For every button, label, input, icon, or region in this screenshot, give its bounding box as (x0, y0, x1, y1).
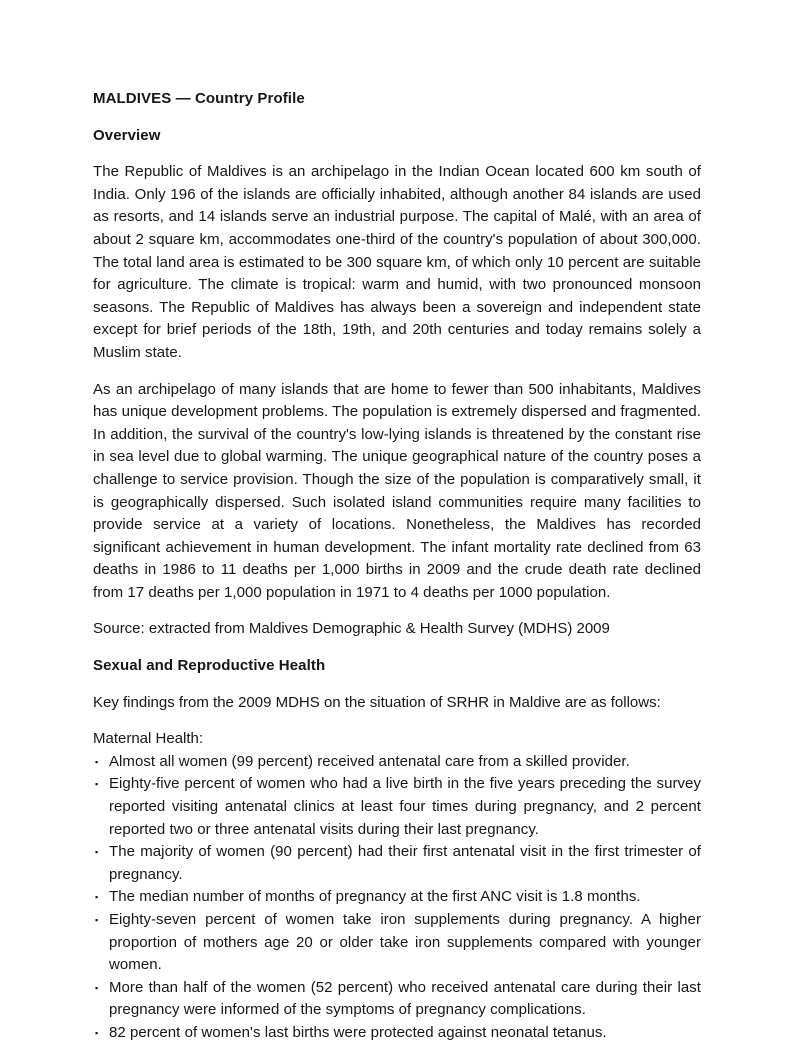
bullet-marker-icon: ▪ (95, 756, 99, 767)
bullet-text: Eighty-seven percent of women take iron supplements during pregnancy. A higher proportion of mothers age 20 or older take iron supplements compared with younger women. (109, 911, 701, 974)
bullet-marker-icon: ▪ (95, 847, 99, 858)
list-item (93, 977, 701, 1022)
list-item (93, 773, 701, 841)
source-note: Source: extracted from Maldives Demographic & Health Survey (MDHS) 2009 (93, 620, 610, 638)
list-item (93, 841, 701, 886)
bullet-text: More than half of the women (52 percent) who received antenatal care during their last pregnancy were informed of the symptoms of pregnancy complications. (109, 978, 701, 1019)
page-title: MALDIVES — Country Profile (93, 90, 305, 107)
bullet-marker-icon: ▪ (95, 982, 99, 993)
list-item (93, 751, 701, 774)
bullet-text: 82 percent of women's last births were protected against neonatal tetanus. (109, 1023, 607, 1041)
key-findings-intro: Key findings from the 2009 MDHS on the situation of SRHR in Maldive are as follows: (93, 693, 661, 711)
bullet-text: The median number of months of pregnancy at the first ANC visit is 1.8 months. (109, 888, 641, 906)
bullet-text: Almost all women (99 percent) received antenatal care from a skilled provider. (109, 752, 630, 770)
maternal-health-label: Maternal Health: (93, 730, 204, 748)
list-item (93, 909, 701, 977)
bullet-marker-icon: ▪ (95, 915, 99, 925)
bullet-text: Eighty-five percent of women who had a live birth in the five years preceding the survey reported visiting antenatal clinics at least four times during pregnancy, and 2 percent reported two or three antenatal visits during their last pregnancy. (109, 775, 701, 838)
overview-heading: Overview (93, 126, 161, 144)
overview-paragraph-2: As an archipelago of many islands that are home to fewer than 500 inhabitants, Maldives has unique development problems. The population is extremely dispersed and fragmented. In addition, the survival of the country's low-lying islands is threatened by the constant rise in sea level due to global warming. The unique geographical nature of the country poses a challenge to service provision. Though the size of the population is comparatively small, it is geographically dispersed. Such isolated island communities require many facilities to provide service at a variety of locations. Nonetheless, the Maldives has recorded significant achievement in human development. The infant mortality rate declined from 63 deaths in 1986 to 11 deaths per 1,000 births in 2009 and the crude death rate declined from 17 deaths per 1,000 population in 1971 to 4 deaths per 1000 population. (93, 380, 701, 601)
srhr-heading: Sexual and Reproductive Health (93, 657, 326, 675)
bullet-text: The majority of women (90 percent) had their first antenatal visit in the first trimester of pregnancy. (109, 843, 701, 883)
maternal-health-bullet-list (93, 751, 701, 1045)
bullet-marker-icon: ▪ (95, 779, 99, 790)
bullet-marker-icon: ▪ (95, 892, 99, 903)
list-item (93, 886, 701, 909)
overview-paragraph-1: The Republic of Maldives is an archipelago in the Indian Ocean located 600 km south of India. Only 196 of the islands are officially inhabited, although another 84 islands are used as resorts, and 14 islands serve an industrial purpose. The capital of Malé, with an area of about 2 square km, accommodates one-third of the country's population of about 300,000. The total land area is estimated to be 300 square km, of which only 10 percent are suitable for agriculture. The climate is tropical: warm and humid, with two pronounced monsoon seasons. The Republic of Maldives has always been a sovereign and independent state except for brief periods of the 18th, 19th, and 20th centuries and today remains solely a Muslim state. (93, 163, 701, 361)
list-item (93, 1022, 701, 1045)
bullet-marker-icon: ▪ (95, 1027, 99, 1038)
